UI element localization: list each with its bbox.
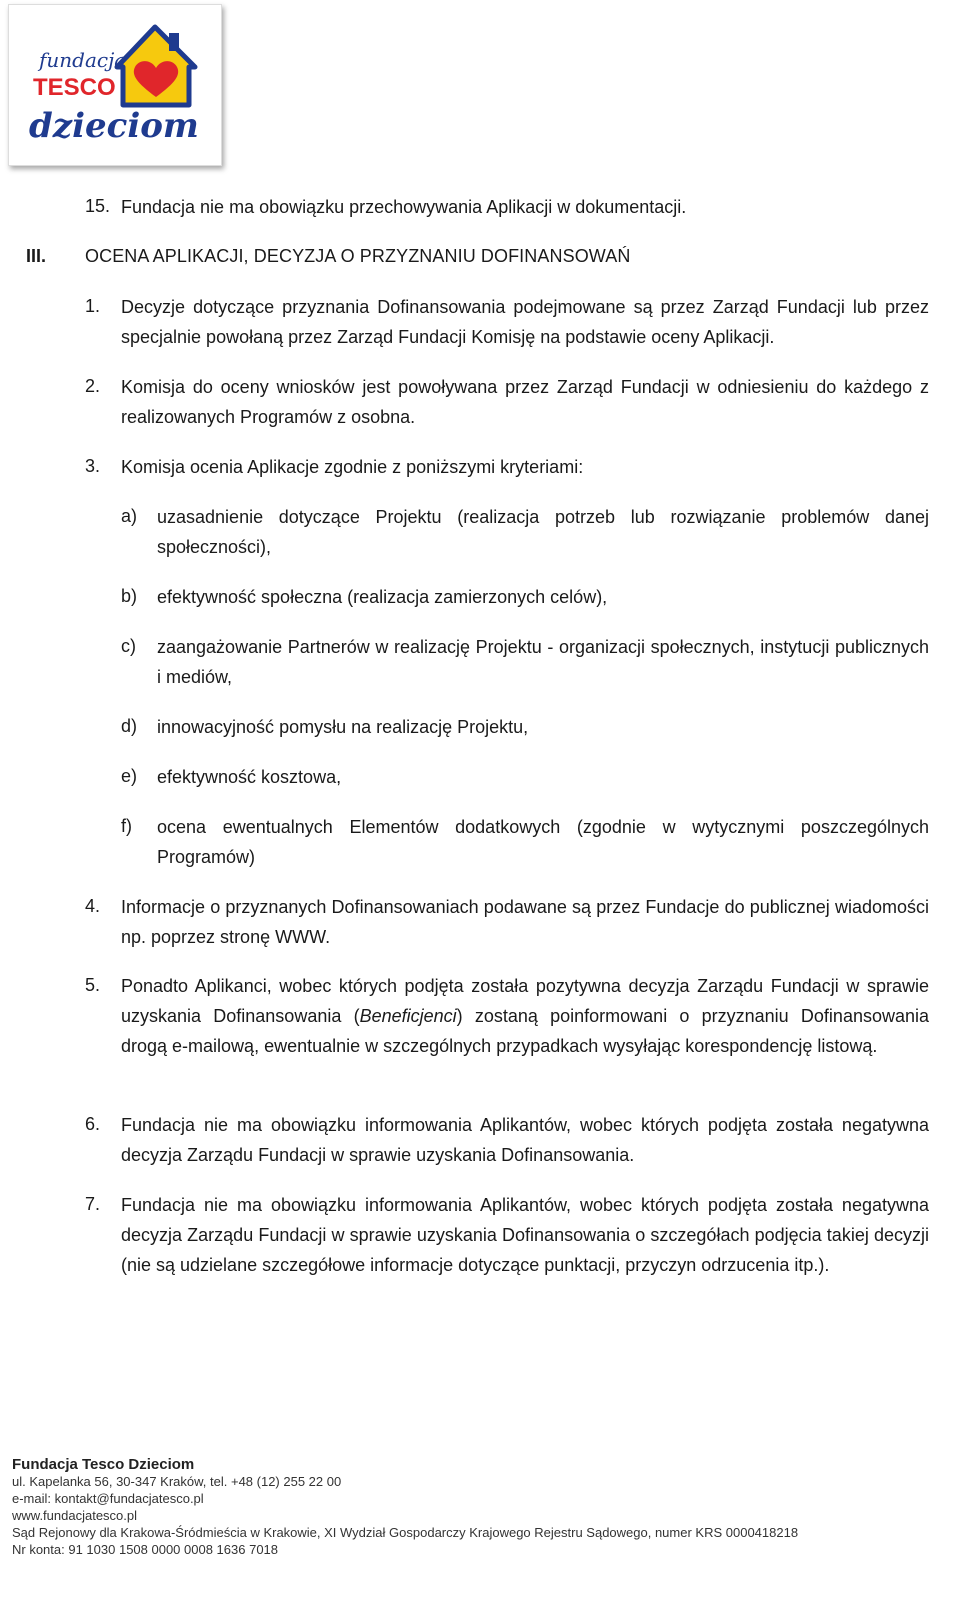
item-2-number: 2. [85,376,101,396]
chimney-icon [169,33,179,51]
criterion-e-letter: e) [121,766,138,786]
logo-tesco: TESCO [33,74,116,101]
criterion-c-letter: c) [121,636,136,656]
criterion-f-text: ocena ewentualnych Elementów dodatkowych (zgodnie w wytycznymi poszczególnych Programów) [157,817,929,867]
criterion-c-text: zaangażowanie Partnerów w realizację Projektu - organizacji społecznych, instytucji publicznych i mediów, [157,637,929,687]
criterion-a-text: uzasadnienie dotyczące Projektu (realizacja potrzeb lub rozwiązanie problemów danej społeczności), [157,507,929,557]
logo-graphic [9,5,221,165]
footer-bank-account: Nr konta: 91 1030 1508 0000 0008 1636 7018 [12,1542,279,1557]
footer-address: ul. Kapelanka 56, 30-347 Kraków, tel. +48 (12) 255 22 00 [12,1474,342,1489]
criterion-a-letter: a) [121,506,138,526]
item-7-text: Fundacja nie ma obowiązku informowania Aplikantów, wobec których podjęta została negatywna decyzja Zarządu Fundacji w sprawie uzyskania Dofinansowania o szczegółach podjęcia takiej decyzji (nie są udzielane szczegółowe informacje dotyczące punktacji, przyczyn odrzucenia itp.). [121,1195,929,1275]
logo-dzieciom: dzieciom [29,106,199,146]
item-6-text: Fundacja nie ma obowiązku informowania Aplikantów, wobec których podjęta została negatywna decyzja Zarządu Fundacji w sprawie uzyskania Dofinansowania. [121,1115,929,1165]
footer-www: www.fundacjatesco.pl [12,1508,138,1523]
criterion-d-letter: d) [121,716,138,736]
section-title: OCENA APLIKACJI, DECYZJA O PRZYZNANIU DOFINANSOWAŃ [85,246,631,266]
item-3-number: 3. [85,456,101,476]
item-6-number: 6. [85,1114,101,1134]
item-15-number: 15. [85,196,111,216]
logo-fundacja: fundacja [39,48,127,72]
item-5-text-after: ) zostaną poinformowani o przyznaniu Dofinansowania drogą e-mailową, ewentualnie w szczególnych przypadkach wysyłając korespondencję listową. [121,1006,930,1056]
item-5-text-italic: Beneficjenci [359,1006,457,1026]
criterion-e-text: efektywność kosztowa, [157,767,342,787]
page-footer [12,1456,798,1558]
item-3-text: Komisja ocenia Aplikacje zgodnie z poniższymi kryteriami: [121,457,584,477]
criterion-b-letter: b) [121,586,138,606]
section-roman-numeral: III. [26,246,47,266]
footer-email: e-mail: kontakt@fundacjatesco.pl [12,1491,204,1506]
item-4-text: Informacje o przyznanych Dofinansowaniach podawane są przez Fundacje do publicznej wiadomości np. poprzez stronę WWW. [121,897,929,947]
item-1-text: Decyzje dotyczące przyznania Dofinansowania podejmowane są przez Zarząd Fundacji lub przez specjalnie powołaną przez Zarząd Fundacji Komisję na podstawie oceny Aplikacji. [121,297,929,347]
item-15-text: Fundacja nie ma obowiązku przechowywania Aplikacji w dokumentacji. [121,197,687,217]
criterion-b-text: efektywność społeczna (realizacja zamierzonych celów), [157,587,608,607]
criterion-f-letter: f) [121,816,132,836]
item-4-number: 4. [85,896,101,916]
footer-org-name: Fundacja Tesco Dzieciom [12,1456,195,1473]
item-7-number: 7. [85,1194,101,1214]
item-1-number: 1. [85,296,101,316]
footer-court-register: Sąd Rejonowy dla Krakowa-Śródmieścia w Krakowie, XI Wydział Gospodarczy Krajowego Rejestru Sądowego, numer KRS 0000418218 [12,1525,799,1540]
foundation-logo [8,4,222,166]
item-5-text-before: Ponadto Aplikanci, wobec których podjęta została pozytywna decyzja Zarządu Fundacji w sprawie uzyskania Dofinansowania ( [121,976,929,1026]
item-5-text [121,971,929,1061]
item-2-text: Komisja do oceny wniosków jest powoływana przez Zarząd Fundacji w odniesieniu do każdego z realizowanych Programów z osobna. [121,377,929,427]
item-5-number: 5. [85,975,101,995]
criterion-d-text: innowacyjność pomysłu na realizację Projektu, [157,717,529,737]
